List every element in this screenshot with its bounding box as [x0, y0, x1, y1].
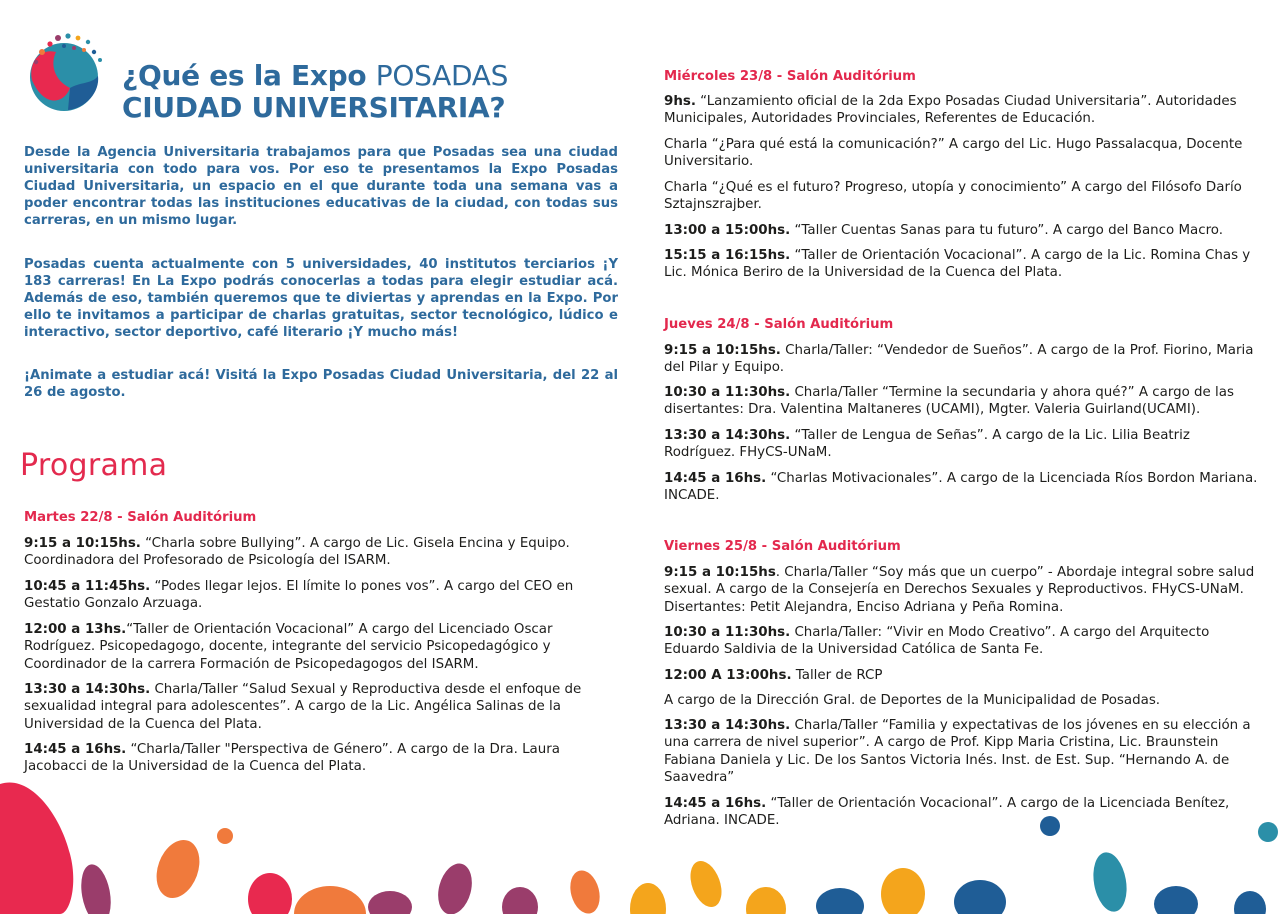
- entry-time: 10:45 a 11:45hs.: [24, 579, 151, 594]
- schedule-entry: [664, 427, 1260, 462]
- schedule-entry: [24, 741, 614, 776]
- entry-text: Charla/Taller “Salud Sexual y Reproductiva desde el enfoque de sexualidad integral para adolescentes”. A cargo de la Lic. Angélica Salinas de la Universidad de la Cuenca del Plata.: [24, 682, 582, 732]
- entry-time: 13:00 a 15:00hs.: [664, 223, 791, 238]
- entry-time: 10:30 a 11:30hs.: [664, 385, 791, 400]
- entry-text: . Charla/Taller “Soy más que un cuerpo” - Abordaje integral sobre salud sexual. A cargo de la Consejería en Derechos Sexuales y Reproductivos. FHyCS-UNaM. Disertantes: Petit Alejandra, Enciso Adriana y Peña Romina.: [664, 565, 1255, 615]
- schedule-entry: [664, 384, 1260, 419]
- entry-time: 9:15 a 10:15hs.: [664, 343, 781, 358]
- entry-text: “Charla sobre Bullying”. A cargo de Lic. Gisela Encina y Equipo. Coordinadora del Profesorado de Psicología del ISARM.: [24, 536, 570, 569]
- entry-text: Charla/Taller: “Vivir en Modo Creativo”. A cargo del Arquitecto Eduardo Saldivia de la Universidad Católica de Santa Fe.: [664, 625, 1210, 658]
- schedule-entry: [24, 621, 614, 673]
- schedule-entry: [664, 624, 1260, 659]
- schedule-entry: [24, 578, 614, 613]
- entry-time: 14:45 a 16hs.: [24, 742, 127, 757]
- schedule-entry: [664, 179, 1260, 214]
- day-heading: Martes 22/8 - Salón Auditórium: [24, 510, 257, 525]
- entry-text: “Charla/Taller "Perspectiva de Género”. A cargo de la Dra. Laura Jacobacci de la Universidad de la Cuenca del Plata.: [24, 742, 560, 775]
- entry-text: “Taller Cuentas Sanas para tu futuro”. A cargo del Banco Macro.: [790, 223, 1224, 238]
- day-heading: Viernes 25/8 - Salón Auditórium: [664, 539, 901, 554]
- entry-text: Charla/Taller: “Vendedor de Sueños”. A cargo de la Prof. Fiorino, Maria del Pilar y Equipo.: [664, 343, 1254, 376]
- entry-time: 12:00 A 13:00hs.: [664, 668, 792, 683]
- entry-time: 13:30 a 14:30hs.: [664, 428, 791, 443]
- entry-time: 12:00 a 13hs.: [24, 622, 127, 637]
- entry-text: Charla/Taller “Termine la secundaria y ahora qué?” A cargo de las disertantes: Dra. Valentina Maltaneres (UCAMI), Mgter. Valeria Guirland(UCAMI).: [664, 385, 1234, 418]
- entry-text: “Podes llegar lejos. El límite lo pones vos”. A cargo del CEO en Gestatio Gonzalo Arzuaga.: [24, 579, 574, 612]
- entry-text: “Taller de Lengua de Señas”. A cargo de la Lic. Lilia Beatriz Rodríguez. FHyCS-UNaM.: [664, 428, 1190, 461]
- entry-time: 13:30 a 14:30hs.: [24, 682, 151, 697]
- entry-text: Charla/Taller “Familia y expectativas de los jóvenes en su elección a una carrera de nivel superior”. A cargo de Prof. Kipp Maria Cristina, Lic. Braunstein Fabiana Daniela y Lic. De los Santos Victoria Inés. Inst. de Est. Sup. “Hernando A. de Saavedra”: [664, 718, 1251, 786]
- schedule-entry: [664, 136, 1260, 171]
- intro-paragraph-3: ¡Animate a estudiar acá! Visitá la Expo Posadas Ciudad Universitaria, del 22 al 26 de agosto.: [24, 368, 618, 400]
- schedule-entry: [664, 692, 1260, 709]
- entry-time: 9:15 a 10:15hs.: [24, 536, 141, 551]
- entry-text: Charla “¿Qué es el futuro? Progreso, utopía y conocimiento” A cargo del Filósofo Darío Sztajnszrajber.: [664, 180, 1242, 213]
- title-line1-bold: ¿Qué es la Expo: [122, 59, 367, 92]
- entry-time: 9hs.: [664, 94, 696, 109]
- schedule-entry: [664, 564, 1260, 616]
- entry-time: 14:45 a 16hs.: [664, 796, 767, 811]
- schedule-entry: [664, 222, 1260, 239]
- intro-paragraph-2: Posadas cuenta actualmente con 5 universidades, 40 institutos terciarios ¡Y 183 carreras! En La Expo podrás conocerlas a todas para elegir estudiar acá. Además de eso, también queremos que te diviertas y aprendas en la Expo. Por ello te invitamos a participar de charlas gratuitas, sector tecnológico, lúdico e interactivo, sector deportivo, café literario ¡Y mucho más!: [24, 257, 618, 340]
- schedule-entry: [664, 93, 1260, 128]
- page-title: [122, 60, 508, 124]
- decorative-blobs: [0, 774, 1280, 914]
- entry-text: “Taller de Orientación Vocacional” A cargo del Licenciado Oscar Rodríguez. Psicopedagogo, docente, integrante del servicio Psicopedagógico y Coordinador de la carrera Formación de Psicopedagogos del ISARM.: [24, 622, 553, 672]
- title-line2: CIUDAD UNIVERSITARIA?: [122, 91, 506, 124]
- expo-posadas-logo: [20, 30, 108, 120]
- day-heading: Jueves 24/8 - Salón Auditórium: [664, 317, 894, 332]
- entry-text: “Charlas Motivacionales”. A cargo de la Licenciada Ríos Bordon Mariana. INCADE.: [664, 471, 1258, 504]
- entry-text: “Taller de Orientación Vocacional”. A cargo de la Lic. Romina Chas y Lic. Mónica Beriro de la Universidad de la Cuenca del Plata.: [664, 248, 1251, 281]
- entry-time: 15:15 a 16:15hs.: [664, 248, 791, 263]
- entry-time: 13:30 a 14:30hs.: [664, 718, 791, 733]
- entry-time: 10:30 a 11:30hs.: [664, 625, 791, 640]
- schedule-entry: [24, 681, 614, 733]
- intro-paragraph-1: Desde la Agencia Universitaria trabajamos para que Posadas sea una ciudad universitaria con todo para vos. Por eso te presentamos la Expo Posadas Ciudad Universitaria, un espacio en el que durante toda una semana vas a poder encontrar todas las instituciones educativas de la ciudad, con todas sus carreras, en un mismo lugar.: [24, 145, 618, 228]
- entry-text: “Lanzamiento oficial de la 2da Expo Posadas Ciudad Universitaria”. Autoridades Municipales, Autoridades Provinciales, Referentes de Educación.: [664, 94, 1237, 127]
- schedule-entry: [664, 342, 1260, 377]
- schedule-entry: [664, 667, 1260, 684]
- entry-text: Charla “¿Para qué está la comunicación?” A cargo del Lic. Hugo Passalacqua, Docente Universitario.: [664, 137, 1243, 170]
- programa-heading: Programa: [20, 448, 168, 483]
- schedule-entry: [664, 247, 1260, 282]
- schedule-entry: [24, 535, 614, 570]
- entry-text: Taller de RCP: [791, 668, 883, 683]
- entry-text: “Taller de Orientación Vocacional”. A cargo de la Licenciada Benítez, Adriana. INCADE.: [664, 796, 1230, 829]
- entry-time: 14:45 a 16hs.: [664, 471, 767, 486]
- entry-time: 9:15 a 10:15hs: [664, 565, 776, 580]
- day-heading: Miércoles 23/8 - Salón Auditórium: [664, 69, 916, 84]
- schedule-entry: [664, 470, 1260, 505]
- entry-text: A cargo de la Dirección Gral. de Deportes de la Municipalidad de Posadas.: [664, 693, 1161, 708]
- title-line1-light: POSADAS: [375, 59, 509, 92]
